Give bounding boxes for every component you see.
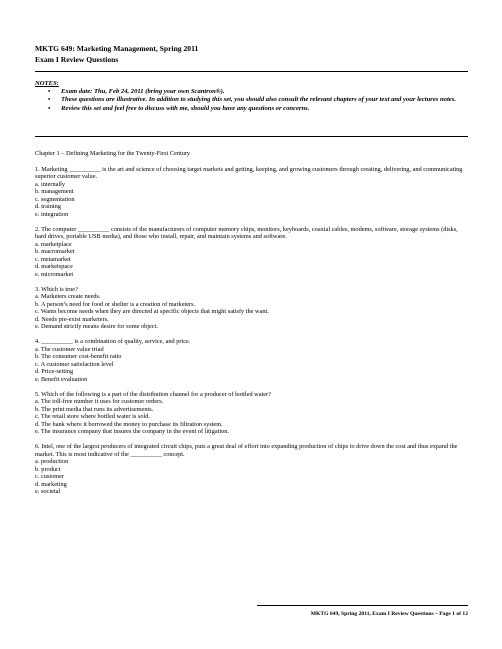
header-divider — [35, 71, 468, 72]
answer-option: e. integration — [35, 210, 69, 218]
question-block — [35, 338, 468, 383]
answer-option: a. The customer value triad — [35, 345, 104, 353]
page-footer: MKTG 649, Spring 2011, Exam I Review Questions – Page 1 of 12 — [310, 611, 468, 617]
notes-section — [35, 80, 468, 113]
notes-list — [35, 88, 468, 113]
answer-option: c. Wants become needs when they are directed at specific objects that might satisfy the want. — [35, 308, 269, 315]
answer-option: b. The consumer cost-benefit ratio — [35, 353, 122, 360]
answer-option: b. A person’s need for food or shelter is a creation of marketers. — [35, 300, 196, 308]
answer-option: d. Price-setting — [35, 368, 74, 375]
document-title: Exam I Review Questions — [35, 55, 119, 64]
answer-option: d. training — [35, 203, 61, 210]
question-text: 3. Which is true? — [35, 285, 78, 293]
question-text: 4. __________ is a combination of quality, service, and price. — [35, 338, 191, 345]
notes-label: NOTES: — [35, 80, 59, 87]
note-item: • These questions are illustrative. In addition to studying this set, you should also consult the relevant chapters of your text and your lectures notes. — [61, 96, 468, 104]
note-item: • Exam date: Thu, Feb 24, 2011 (bring your own Scantron®). — [61, 88, 468, 96]
answer-option: a. internally — [35, 180, 66, 188]
footer-divider — [257, 605, 468, 606]
answer-option: d. The bank where it borrowed the money to purchase its filtration system. — [35, 420, 223, 428]
document-header — [35, 43, 198, 65]
question-text: 6. Intel, one of the largest producers of integrated circuit chips, puts a great deal of effort into expanding production of chips to drive down the cost and thus expand the market. This is most indicative of the __________ concept. — [35, 443, 458, 458]
answer-option: c. metamarket — [35, 255, 71, 263]
answer-option: b. The print media that runs its advertisements. — [35, 405, 154, 413]
answer-option: d. marketspace — [35, 263, 73, 270]
answer-option: d. marketing — [35, 480, 67, 488]
answer-option: e. societal — [35, 488, 61, 495]
answer-option: c. segmentation — [35, 195, 75, 203]
answer-option: b. macromarket — [35, 248, 75, 255]
question-text: 2. The computer __________ consists of the manufacturers of computer memory chips, monitors, keyboards, coaxial cables, modems, software, storage systems (disks, hard drives, portable USB media), and those who install, repair, and maintain systems and software. — [35, 225, 458, 240]
answer-option: d. Needs pre-exist marketers. — [35, 315, 109, 323]
answer-option: e. micromarket — [35, 270, 74, 278]
answer-option: b. management — [35, 188, 74, 195]
answer-option: c. customer — [35, 473, 65, 480]
question-text: 5. Which of the following is a part of the distribution channel for a producer of bottled water? — [35, 390, 271, 398]
answer-option: c. The retail store where bottled water is sold. — [35, 413, 150, 420]
question-block — [35, 443, 468, 496]
answer-option: a. Marketers create needs. — [35, 293, 101, 300]
answer-option: a. marketplace — [35, 240, 72, 248]
chapter-heading: Chapter 1 – Defining Marketing for the Twenty-First Century — [35, 150, 191, 157]
questions-section — [35, 150, 468, 503]
course-title: MKTG 649: Marketing Management, Spring 2011 — [35, 44, 199, 53]
answer-option: e. Demand strictly means desire for some object. — [35, 323, 158, 330]
answer-option: c. A customer satisfaction level — [35, 360, 114, 368]
answer-option: a. The toll-free number it uses for customer orders. — [35, 398, 164, 405]
notes-divider — [35, 136, 468, 137]
note-item: • Review this set and feel free to discuss with me, should you have any questions or concerns. — [61, 105, 468, 113]
answer-option: e. The insurance company that insures the company in the event of litigation. — [35, 428, 229, 435]
answer-option: e. Benefit evaluation — [35, 375, 88, 383]
question-text: 1. Marketing __________ is the art and science of choosing target markets and getting, keeping, and growing customers through creating, delivering, and communicating superior customer value. — [35, 165, 463, 180]
question-block — [35, 226, 468, 279]
answer-option: a. production — [35, 458, 69, 465]
answer-option: b. product — [35, 465, 61, 473]
question-block — [35, 286, 468, 331]
question-block — [35, 391, 468, 436]
question-block — [35, 166, 468, 219]
